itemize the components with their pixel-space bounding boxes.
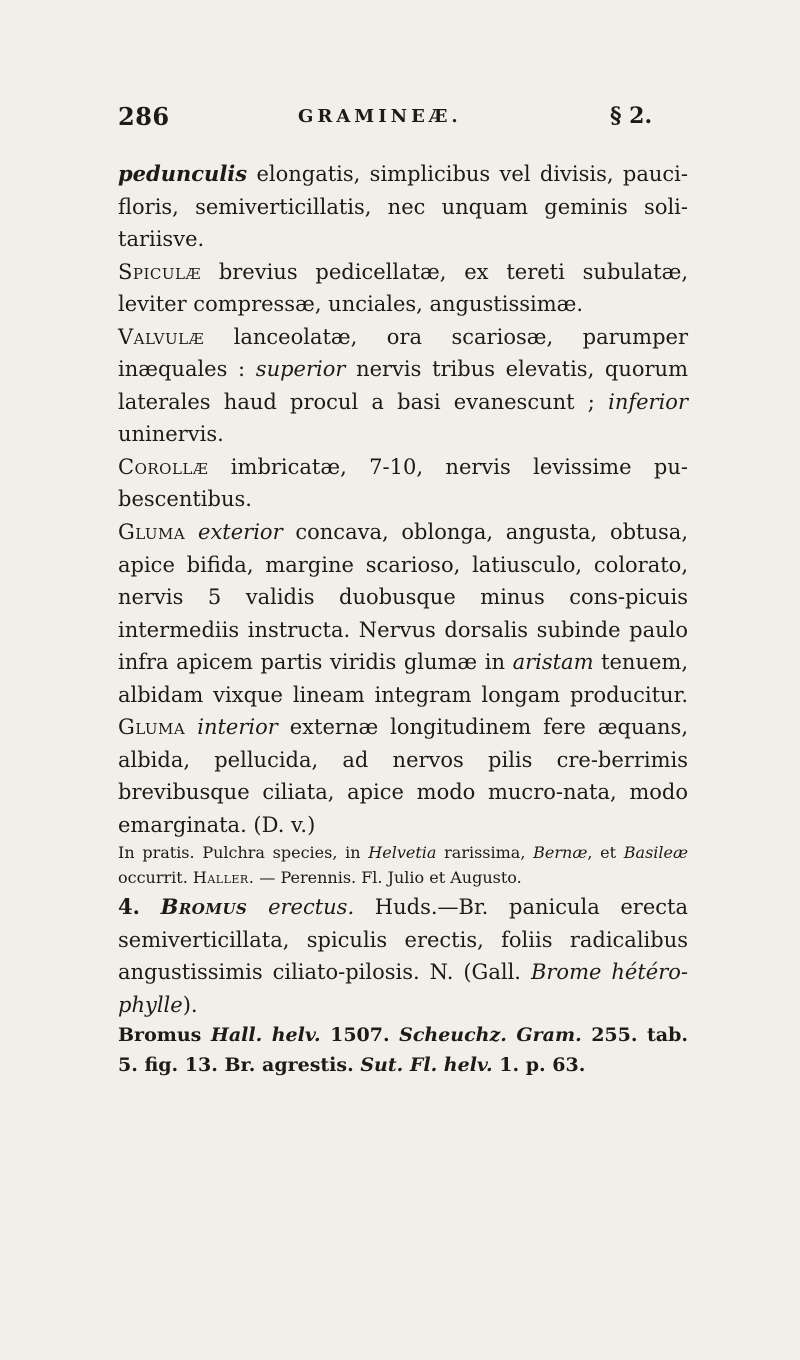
gluma-second-heading: Gluma <box>118 715 186 740</box>
page-number: 286 <box>118 102 170 131</box>
synonym-text-1: 1507. <box>320 1024 400 1047</box>
species-epithet: erectus. <box>268 895 355 920</box>
main-text <box>118 158 688 1080</box>
valvulae-heading: Valvulæ <box>118 324 205 349</box>
opening-line-rest: elongatis, simplicibus vel divisis, pauci- <box>247 162 688 186</box>
valvulae-paragraph <box>118 321 688 451</box>
valvulae-description-2: nervis tribus elevatis, quorum laterales haud procul a basi evanescunt ; <box>118 357 688 414</box>
sut-citation: Sut. Fl. helv. <box>360 1053 493 1076</box>
synonym-text-3: 1. p. 63. <box>492 1053 586 1076</box>
gluma-description-3: externæ longitudinem fere æquans, albida, pellucida, ad nervos pilis cre-berrimis brevibusque ciliata, apice modo mucro-nata, modo emarginata. (D. v.) <box>118 715 688 837</box>
gluma-description-1: concava, oblonga, angusta, obtusa, apice bifida, margine scarioso, latiusculo, colorato, nervis 5 validis duobusque minus cons-picuis intermediis instructa. Nervus dorsalis subinde paulo infra apicem partis viridis glumæ in <box>118 520 688 675</box>
exterior-term: exterior <box>198 520 283 545</box>
habitat-text-2: rarissima, <box>436 843 534 863</box>
spiculae-paragraph <box>118 256 688 321</box>
book-page <box>118 102 688 1080</box>
valvulae-description-3: uninervis. <box>118 422 224 447</box>
habitat-text-5: — Perennis. Fl. Julio et Augusto. <box>254 868 522 888</box>
habitat-text-1: In pratis. Pulchra species, in <box>118 843 369 863</box>
opening-italic-word: pedunculis <box>118 161 248 186</box>
opening-paragraph <box>118 158 688 256</box>
spiculae-description: brevius pedicellatæ, ex tereti subulatæ, leviter compressæ, unciales, angustissimæ. <box>118 259 688 317</box>
opening-line-3: tariisve. <box>118 227 205 252</box>
species-description-1: Huds.—Br. panicula erecta semiverticillata, spiculis erectis, foliis radicalibus angustissimis ciliato-pilosis. N. (Gall. <box>118 895 688 985</box>
page-header <box>118 102 688 158</box>
species-entry <box>118 891 688 1021</box>
species-description-2: ). <box>182 992 198 1017</box>
inferior-term: inferior <box>608 389 688 414</box>
valvulae-description-1: lanceolatæ, ora scariosæ, parumper inæquales : <box>118 324 688 382</box>
synonym-name: Bromus <box>118 1024 211 1047</box>
gluma-paragraph <box>118 516 688 841</box>
species-genus: Bromus <box>160 894 248 920</box>
hall-citation: Hall. helv. <box>210 1024 321 1047</box>
section-mark: § 2. <box>610 103 653 129</box>
corollae-description: imbricatæ, 7-10, nervis levissime pu-bescentibus. <box>118 454 688 512</box>
basileae-term: Basileæ <box>623 843 689 863</box>
aristam-term: aristam <box>512 650 594 675</box>
habitat-text-4: occurrit. <box>118 868 193 888</box>
gluma-description-2: tenuem, albidam vixque lineam integram longam producitur. <box>118 650 689 707</box>
habitat-note <box>118 841 688 891</box>
superior-term: superior <box>255 357 346 382</box>
running-title: GRAMINEÆ. <box>298 106 462 127</box>
habitat-text-3: , et <box>587 843 624 863</box>
corollae-paragraph <box>118 451 688 516</box>
french-name: Brome hétéro-phylle <box>118 960 688 1017</box>
opening-line-2: floris, semiverticillatis, nec unquam geminis soli- <box>118 194 688 219</box>
scheuchz-citation: Scheuchz. Gram. <box>399 1024 582 1047</box>
bernae-term: Bernæ <box>533 843 588 863</box>
spiculae-heading: Spiculæ <box>118 259 201 284</box>
synonym-text-2: 255. tab. 5. fig. 13. Br. agrestis. <box>118 1024 688 1076</box>
gluma-heading: Gluma <box>118 520 186 545</box>
species-number: 4. <box>118 894 140 920</box>
synonymy-entry <box>118 1021 688 1080</box>
haller-citation: Haller. <box>192 868 255 888</box>
interior-term: interior <box>197 715 278 740</box>
corollae-heading: Corollæ <box>118 454 209 479</box>
helvetia-term: Helvetia <box>368 843 437 863</box>
